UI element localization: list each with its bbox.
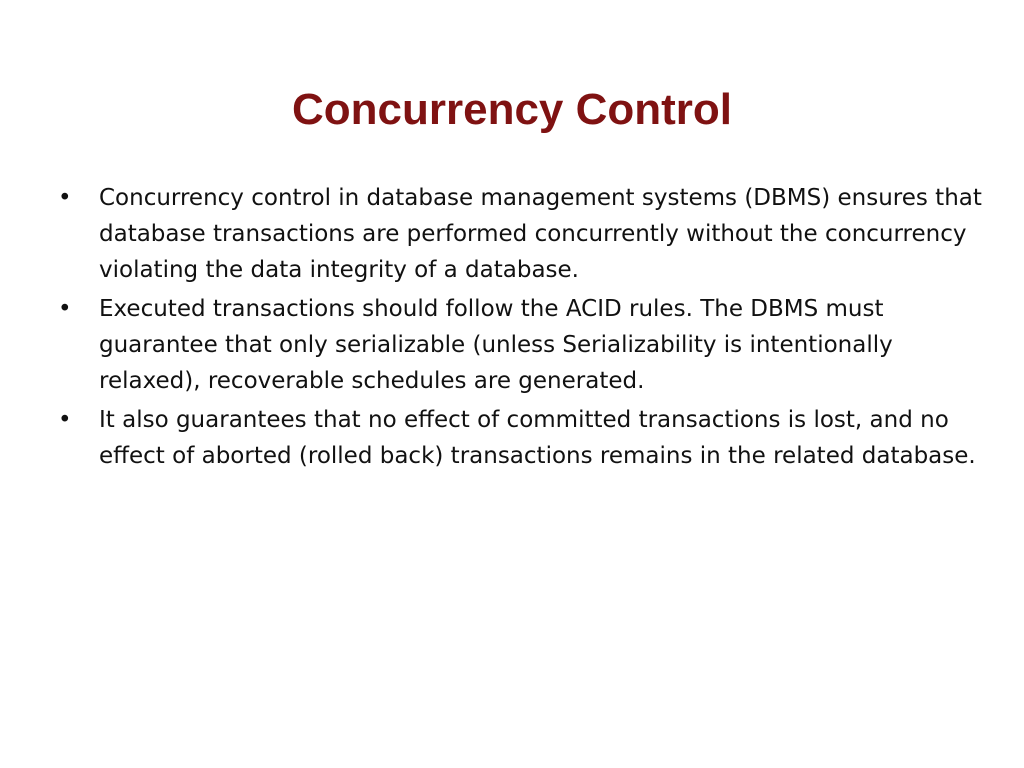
bullet-marker: •: [58, 185, 72, 211]
bullet-text: Concurrency control in database management systems (DBMS) ensures that database transactions are performed concurrently without the concurrency violating the data integrity of a database.: [99, 185, 982, 283]
bullet-item: [58, 402, 988, 474]
bullet-marker: •: [58, 296, 72, 322]
bullet-item: [58, 291, 988, 399]
bullet-text: It also guarantees that no effect of committed transactions is lost, and no effect of aborted (rolled back) transactions remains in the related database.: [99, 407, 976, 469]
bullet-list: [58, 180, 988, 477]
bullet-item: [58, 180, 988, 288]
bullet-marker: •: [58, 407, 72, 433]
bullet-text: Executed transactions should follow the ACID rules. The DBMS must guarantee that only serializable (unless Serializability is intentionally relaxed), recoverable schedules are generated.: [99, 296, 893, 394]
slide-title: Concurrency Control: [291, 85, 733, 134]
